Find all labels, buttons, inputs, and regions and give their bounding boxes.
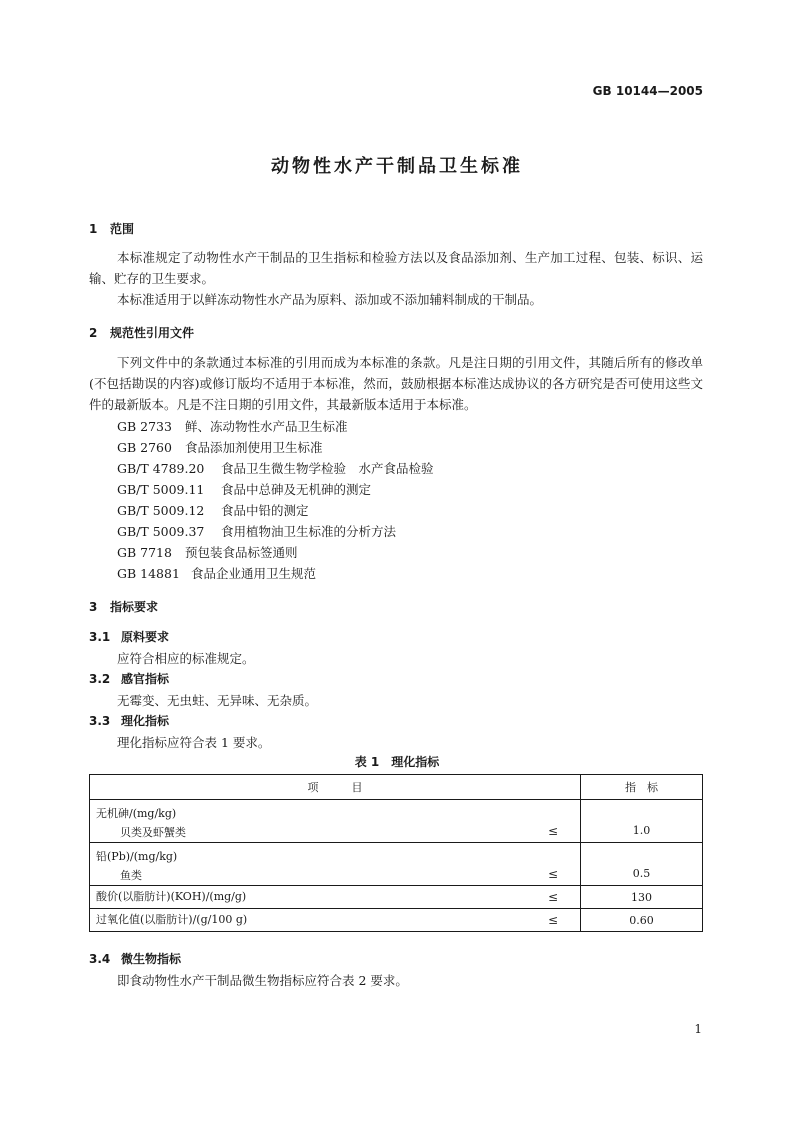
table-1-caption: 表 1 理化指标 (354, 755, 440, 769)
reference-item (117, 543, 298, 561)
reference-code: GB/T 5009.12 (117, 503, 205, 518)
section-3-3-heading (89, 712, 169, 729)
less-equal-symbol: ≤ (547, 867, 558, 881)
reference-item (117, 438, 323, 456)
section-3-3-text: 理化指标应符合表 1 要求。 (117, 735, 271, 750)
value-cell: 130 (581, 886, 703, 909)
section-3-heading (89, 598, 158, 615)
section-number: 3 (89, 600, 98, 614)
reference-name: 食品添加剂使用卫生标准 (185, 440, 323, 455)
item-sub-label: 鱼类 (120, 869, 142, 882)
reference-item (117, 417, 348, 435)
reference-name: 食品中铅的测定 (221, 503, 309, 518)
reference-code: GB 2760 (117, 440, 172, 455)
item-main-label: 酸价(以脂肪计)(KOH)/(mg/g) (96, 890, 247, 903)
less-equal-symbol: ≤ (547, 890, 558, 904)
section-title: 感官指标 (121, 672, 170, 686)
reference-name: 食用植物油卫生标准的分析方法 (221, 524, 397, 539)
less-equal-symbol: ≤ (547, 913, 558, 927)
standard-code: GB 10144—2005 (592, 84, 703, 98)
section-3-1-text: 应符合相应的标准规定。 (117, 651, 255, 666)
item-main-label: 铅(Pb)/(mg/kg) (96, 850, 178, 863)
item-main-label: 无机砷/(mg/kg) (96, 807, 177, 820)
reference-code: GB/T 5009.11 (117, 482, 205, 497)
item-cell (90, 800, 581, 843)
header-item: 项 目 (90, 775, 581, 800)
section-number: 3.1 (89, 630, 111, 644)
section-number: 3.2 (89, 672, 111, 686)
table-header-row (90, 775, 703, 800)
header-value: 指 标 (581, 775, 703, 800)
reference-item (117, 522, 396, 540)
section-number: 2 (89, 326, 98, 340)
item-sub-label: 贝类及虾蟹类 (120, 826, 186, 839)
reference-item (117, 501, 309, 519)
item-cell (90, 843, 581, 886)
section-number: 3.4 (89, 952, 111, 966)
table-row (90, 909, 703, 932)
less-equal-symbol: ≤ (547, 824, 558, 838)
reference-name: 食品中总砷及无机砷的测定 (221, 482, 372, 497)
value-cell: 0.5 (581, 843, 703, 886)
reference-item (117, 564, 316, 582)
section-3-2-text: 无霉变、无虫蛀、无异味、无杂质。 (117, 693, 318, 708)
reference-code: GB 2733 (117, 419, 172, 434)
section-1-heading (89, 220, 134, 237)
table-row (90, 843, 703, 886)
section-2-heading (89, 324, 194, 341)
reference-item (117, 480, 371, 498)
reference-name: 食品卫生微生物学检验 水产食品检验 (221, 461, 434, 476)
section-title: 微生物指标 (121, 952, 182, 966)
reference-code: GB/T 4789.20 (117, 461, 205, 476)
section-1-paragraph-2: 本标准适用于以鲜冻动物性水产品为原料、添加或不添加辅料制成的干制品。 (117, 292, 543, 307)
value-cell: 1.0 (581, 800, 703, 843)
reference-name: 鲜、冻动物性水产品卫生标准 (185, 419, 348, 434)
section-title: 范围 (110, 222, 135, 236)
section-3-4-text: 即食动物性水产干制品微生物指标应符合表 2 要求。 (117, 973, 408, 988)
item-cell (90, 909, 581, 932)
section-3-1-heading (89, 628, 169, 645)
section-title: 指标要求 (110, 600, 159, 614)
section-number: 3.3 (89, 714, 111, 728)
item-cell (90, 886, 581, 909)
reference-item (117, 459, 434, 477)
page-number: 1 (694, 1022, 702, 1036)
section-title: 规范性引用文件 (110, 326, 195, 340)
section-title: 理化指标 (121, 714, 170, 728)
reference-code: GB/T 5009.37 (117, 524, 205, 539)
section-number: 1 (89, 222, 98, 236)
section-2-paragraph: 下列文件中的条款通过本标准的引用而成为本标准的条款。凡是注日期的引用文件，其随后所有的修改单(不包括勘误的内容)或修订版均不适用于本标准，然而，鼓励根据本标准达成协议的各方研究是否可使用这些文件的最新版本。凡是不注日期的引用文件，其最新版本适用于本标准。 (89, 355, 703, 412)
table-row (90, 800, 703, 843)
reference-name: 预包装食品标签通则 (185, 545, 298, 560)
table-row (90, 886, 703, 909)
value-cell: 0.60 (581, 909, 703, 932)
section-1-paragraph-1: 本标准规定了动物性水产干制品的卫生指标和检验方法以及食品添加剂、生产加工过程、包装、标识、运输、贮存的卫生要求。 (89, 250, 703, 286)
reference-code: GB 7718 (117, 545, 172, 560)
section-3-2-heading (89, 670, 169, 687)
section-title: 原料要求 (121, 630, 170, 644)
section-3-4-heading (89, 950, 181, 967)
physicochemical-table (89, 774, 703, 932)
reference-code: GB 14881 (117, 566, 180, 581)
reference-name: 食品企业通用卫生规范 (191, 566, 317, 581)
item-main-label: 过氧化值(以脂肪计)/(g/100 g) (96, 913, 248, 926)
document-title: 动物性水产干制品卫生标准 (271, 156, 523, 177)
